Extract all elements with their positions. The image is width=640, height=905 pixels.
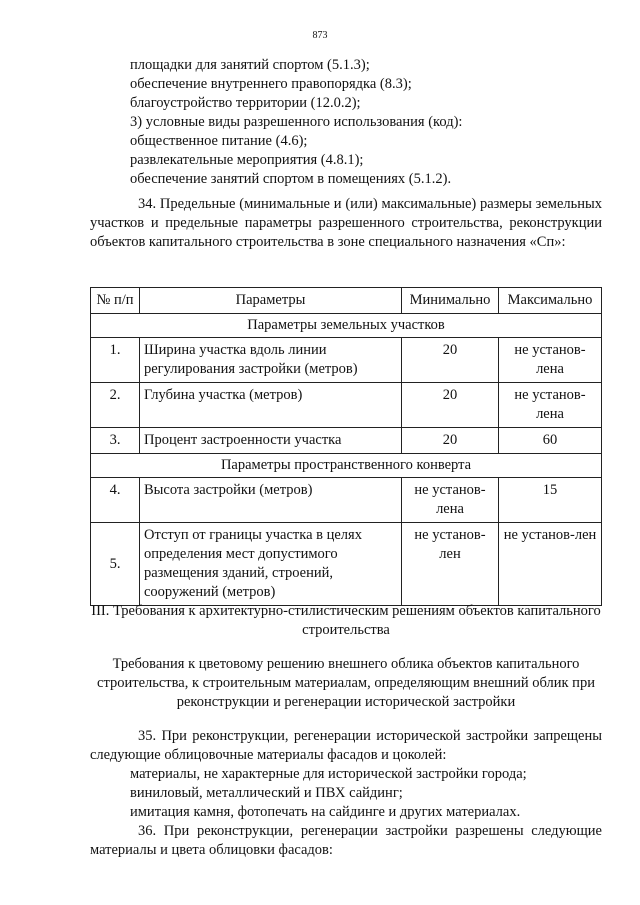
list-item: развлекательные мероприятия (4.8.1); [130,152,364,168]
use-list [90,56,602,189]
paragraph-36 [90,822,602,860]
list-item: материалы, не характерные для исторической застройки города; [130,766,527,782]
page-number: 873 [312,30,328,41]
cell-min: не установ-лен [402,523,499,606]
header-max: Максимально [499,288,602,314]
paragraph-35-text: 35. При реконструкции, регенерации исторической застройки запрещены следующие облицовочные материалы фасадов и цоколей: [90,728,602,763]
list-item: общественное питание (4.6); [130,133,308,149]
list-item: обеспечение внутреннего правопорядка (8.3); [130,76,412,92]
cell-num: 4. [91,478,140,523]
header-param: Параметры [140,288,402,314]
section-row [91,314,602,338]
section-land: Параметры земельных участков [91,314,602,338]
section-3-heading: III. Требования к архитектурно-стилистическим решениям объектов капитального строительства [91,603,601,638]
paragraph-35 [90,727,602,822]
cell-max: 60 [499,428,602,454]
cell-max: 15 [499,478,602,523]
list-item: 3) условные виды разрешенного использования (код): [130,114,463,130]
list-item: виниловый, металлический и ПВХ сайдинг; [130,785,403,801]
cell-min: 20 [402,338,499,383]
cell-num: 5. [91,523,140,606]
cell-min: 20 [402,428,499,454]
paragraph-34-text: 34. Предельные (минимальные и (или) максимальные) размеры земельных участков и предельные параметры разрешенного строительства, реконструкции объектов капитального строительства в зоне специального назначения «Сп»: [90,196,602,250]
list-item: площадки для занятий спортом (5.1.3); [130,57,370,73]
list-item: благоустройство территории (12.0.2); [130,95,361,111]
paragraph-36-text: 36. При реконструкции, регенерации застройки разрешены следующие материалы и цвета облицовки фасадов: [90,823,602,858]
cell-param: Отступ от границы участка в целях определения мест допустимого размещения зданий, строений, сооружений (метров) [140,523,402,606]
table-row [91,428,602,454]
cell-param: Глубина участка (метров) [140,383,402,428]
parameters-table [90,287,602,606]
table-row [91,338,602,383]
cell-num: 1. [91,338,140,383]
color-requirements-subheading: Требования к цветовому решению внешнего облика объектов капитального строительства, к строительным материалам, определяющим внешний облик при реконструкции и регенерации исторической застройки [97,656,595,710]
list-item: имитация камня, фотопечать на сайдинге и других материалах. [130,804,521,820]
cell-num: 3. [91,428,140,454]
table-row [91,523,602,606]
cell-min: не установ-лена [402,478,499,523]
section-envelope: Параметры пространственного конверта [91,454,602,478]
cell-min: 20 [402,383,499,428]
cell-param: Высота застройки (метров) [140,478,402,523]
paragraph-34 [90,195,602,252]
table-header-row [91,288,602,314]
cell-max: не установ-лена [499,338,602,383]
header-min: Минимально [402,288,499,314]
cell-num: 2. [91,383,140,428]
cell-param: Процент застроенности участка [140,428,402,454]
header-num: № п/п [91,288,140,314]
table-row [91,478,602,523]
cell-max: не установ-лена [499,383,602,428]
section-row [91,454,602,478]
cell-max: не установ-лен [499,523,602,606]
cell-param: Ширина участка вдоль линии регулирования застройки (метров) [140,338,402,383]
table-row [91,383,602,428]
list-item: обеспечение занятий спортом в помещениях (5.1.2). [130,171,452,187]
